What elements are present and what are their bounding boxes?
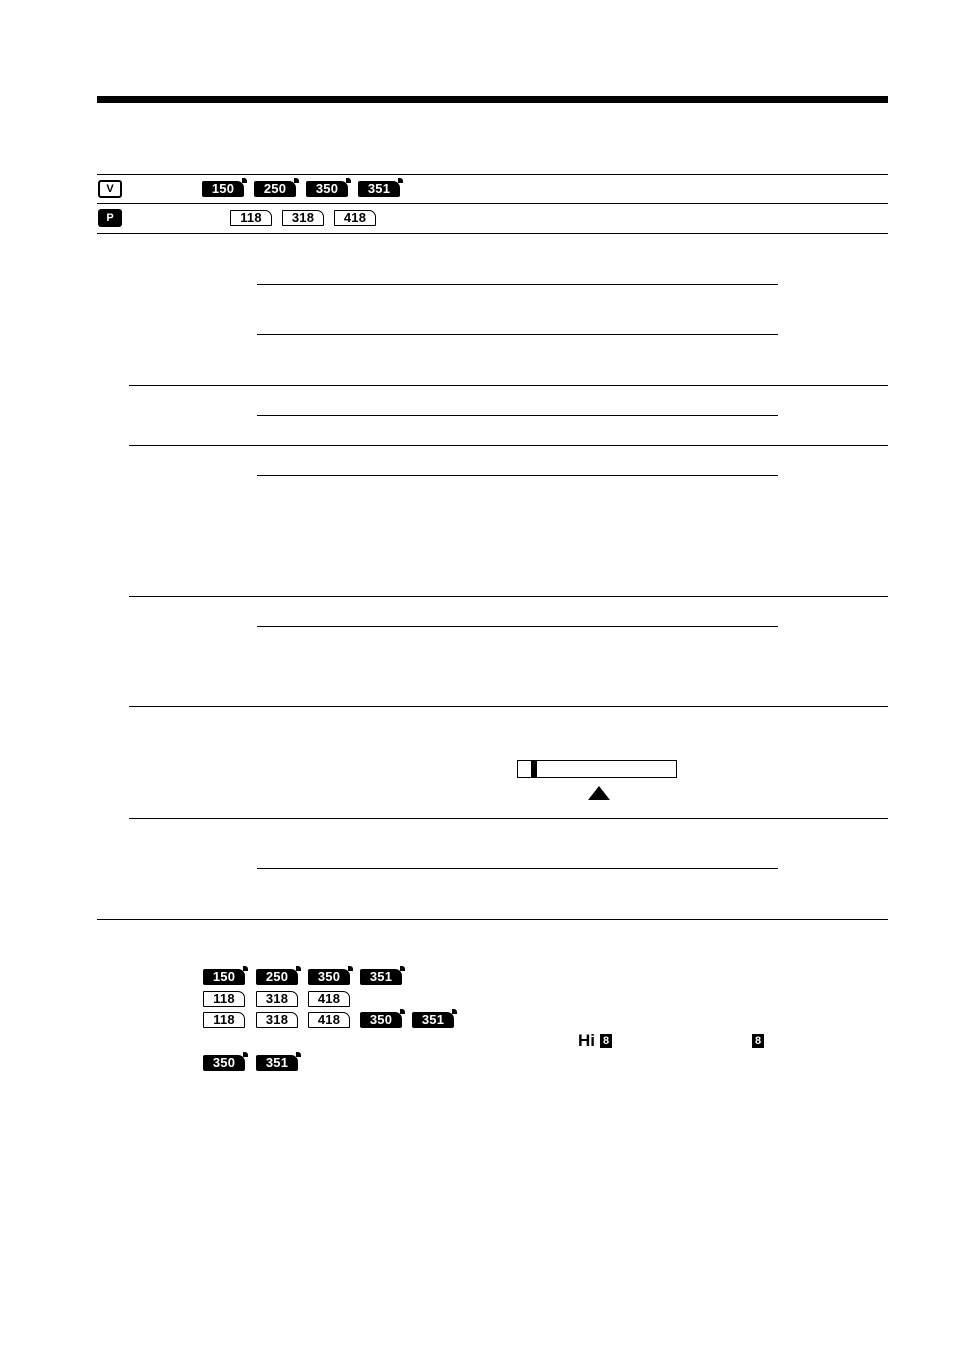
model-badge-118: 118 bbox=[203, 991, 245, 1007]
model-badge-418: 418 bbox=[308, 1012, 350, 1028]
hi8-format-icon bbox=[578, 1033, 595, 1049]
standard-8-format-icon: 8 bbox=[752, 1034, 764, 1048]
tape-remaining-fill bbox=[531, 761, 537, 777]
model-badge-318: 318 bbox=[256, 991, 298, 1007]
sub-rule bbox=[257, 626, 778, 627]
hi8-label: Hi bbox=[578, 1031, 595, 1050]
model-badge-150: 150 bbox=[202, 181, 244, 197]
section-rule bbox=[129, 818, 888, 819]
model-badge-250: 250 bbox=[256, 969, 298, 985]
section-rule bbox=[129, 385, 888, 386]
model-badge-351: 351 bbox=[412, 1012, 454, 1028]
photo-mode-icon: P bbox=[98, 209, 122, 227]
table-bottom-rule bbox=[97, 919, 888, 920]
model-badge-118: 118 bbox=[203, 1012, 245, 1028]
section-rule bbox=[129, 445, 888, 446]
model-badge-318: 318 bbox=[256, 1012, 298, 1028]
table-top-rule bbox=[97, 174, 888, 175]
model-badge-118: 118 bbox=[230, 210, 272, 226]
triangle-pointer-icon bbox=[588, 786, 610, 800]
model-badge-350: 350 bbox=[308, 969, 350, 985]
sub-rule bbox=[257, 334, 778, 335]
video-mode-icon: V bbox=[98, 180, 122, 198]
sub-rule bbox=[257, 284, 778, 285]
model-badge-350: 350 bbox=[360, 1012, 402, 1028]
sub-rule bbox=[257, 415, 778, 416]
sub-rule bbox=[257, 868, 778, 869]
top-rule bbox=[97, 96, 888, 103]
header-bottom-rule bbox=[97, 233, 888, 234]
section-rule bbox=[129, 596, 888, 597]
model-badge-250: 250 bbox=[254, 181, 296, 197]
tape-remaining-bar bbox=[517, 760, 677, 778]
model-badge-418: 418 bbox=[308, 991, 350, 1007]
model-badge-150: 150 bbox=[203, 969, 245, 985]
model-badge-350: 350 bbox=[203, 1055, 245, 1071]
model-badge-351: 351 bbox=[256, 1055, 298, 1071]
model-badge-351: 351 bbox=[360, 969, 402, 985]
model-badge-318: 318 bbox=[282, 210, 324, 226]
hi8-digit-icon: 8 bbox=[600, 1034, 612, 1048]
section-rule bbox=[129, 706, 888, 707]
model-badge-351: 351 bbox=[358, 181, 400, 197]
model-badge-350: 350 bbox=[306, 181, 348, 197]
row-rule bbox=[97, 203, 888, 204]
model-badge-418: 418 bbox=[334, 210, 376, 226]
sub-rule bbox=[257, 475, 778, 476]
